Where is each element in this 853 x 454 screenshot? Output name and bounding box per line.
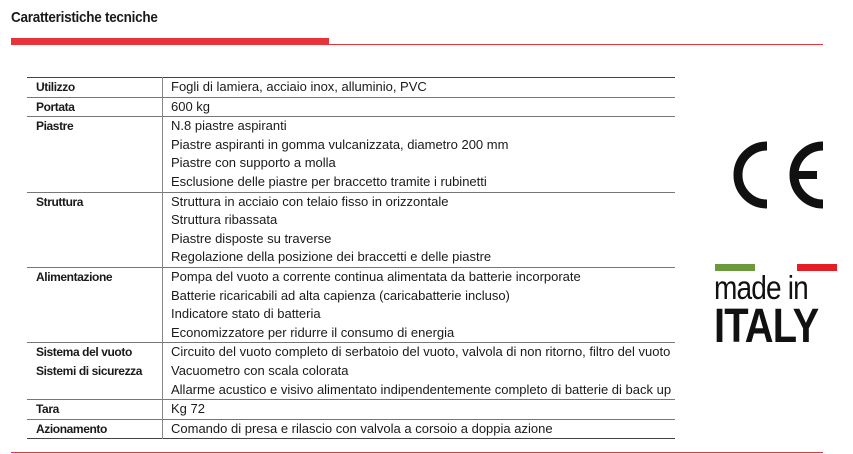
spec-value-line: Struttura in acciaio con telaio fisso in orizzontale bbox=[171, 193, 449, 209]
spec-row bbox=[27, 400, 675, 420]
spec-label bbox=[27, 343, 163, 400]
spec-value-line: Piastre con supporto a molla bbox=[171, 155, 336, 171]
spec-value-line: Batterie ricaricabili ad alta capienza (caricabatterie incluso) bbox=[171, 287, 510, 303]
spec-label-line: Portata bbox=[36, 99, 75, 114]
spec-value bbox=[163, 97, 676, 117]
spec-label-line: Piastre bbox=[36, 119, 74, 134]
spec-label bbox=[27, 97, 163, 117]
ce-mark-icon bbox=[725, 138, 829, 212]
spec-value-line: Comando di presa e rilascio con valvola a corsoio a doppia azione bbox=[171, 420, 553, 436]
spec-value-line: Circuito del vuoto completo di serbatoio del vuoto, valvola di non ritorno, filtro del vuoto bbox=[171, 344, 671, 360]
spec-value-line: Struttura ribassata bbox=[171, 212, 278, 228]
spec-row bbox=[27, 192, 675, 267]
spec-row bbox=[27, 117, 675, 192]
spec-label-line: Struttura bbox=[36, 194, 84, 209]
spec-row bbox=[27, 419, 675, 439]
spec-value bbox=[163, 419, 676, 439]
spec-row bbox=[27, 78, 675, 98]
bottom-rule bbox=[11, 452, 823, 453]
spec-value-line: Economizzatore per ridurre il consumo di energia bbox=[171, 324, 455, 340]
spec-table bbox=[27, 77, 675, 439]
spec-value-line: 600 kg bbox=[171, 98, 211, 114]
spec-value bbox=[163, 78, 676, 98]
spec-row bbox=[27, 97, 675, 117]
spec-label-line: Utilizzo bbox=[36, 80, 75, 94]
spec-label bbox=[27, 117, 163, 192]
spec-label bbox=[27, 400, 163, 420]
spec-value-line: N.8 piastre aspiranti bbox=[171, 118, 287, 134]
spec-value-line: Piastre aspiranti in gomma vulcanizzata, diametro 200 mm bbox=[171, 136, 509, 152]
spec-row bbox=[27, 343, 675, 400]
spec-value-line: Kg 72 bbox=[171, 401, 205, 417]
spec-label bbox=[27, 78, 163, 98]
spec-label-line: Tara bbox=[36, 402, 59, 417]
spec-row bbox=[27, 267, 675, 342]
spec-value-line: Fogli di lamiera, acciaio inox, alluminio, PVC bbox=[171, 79, 427, 94]
spec-label bbox=[27, 192, 163, 267]
spec-label bbox=[27, 267, 163, 342]
made-in-text: made in bbox=[714, 269, 808, 306]
spec-value bbox=[163, 343, 676, 400]
spec-value-line: Vacuometro con scala colorata bbox=[171, 362, 349, 378]
spec-value-line: Esclusione delle piastre per braccetto tramite i rubinetti bbox=[171, 173, 487, 189]
spec-label-line: Alimentazione bbox=[36, 269, 113, 284]
spec-value-line: Piastre disposte su traverse bbox=[171, 230, 332, 246]
spec-label-line: Sistema del vuoto bbox=[36, 345, 132, 360]
spec-value-line: Indicatore stato di batteria bbox=[171, 306, 321, 322]
spec-value bbox=[163, 117, 676, 192]
title-underline-thick bbox=[11, 38, 329, 45]
spec-value-line: Regolazione della posizione dei braccetti e delle piastre bbox=[171, 249, 492, 265]
spec-label-line: Sistemi di sicurezza bbox=[36, 363, 143, 378]
spec-value-line: Allarme acustico e visivo alimentato indipendentemente completo di batterie di back up bbox=[171, 381, 672, 397]
spec-value bbox=[163, 267, 676, 342]
spec-value-line: Pompa del vuoto a corrente continua alimentata da batterie incorporate bbox=[171, 268, 581, 284]
spec-label-line: Azionamento bbox=[36, 421, 107, 436]
spec-label bbox=[27, 419, 163, 439]
section-title: Caratteristiche tecniche bbox=[11, 9, 158, 26]
title-underline-thin bbox=[329, 44, 823, 45]
italy-text: ITALY bbox=[714, 300, 819, 353]
spec-value bbox=[163, 400, 676, 420]
spec-value bbox=[163, 192, 676, 267]
